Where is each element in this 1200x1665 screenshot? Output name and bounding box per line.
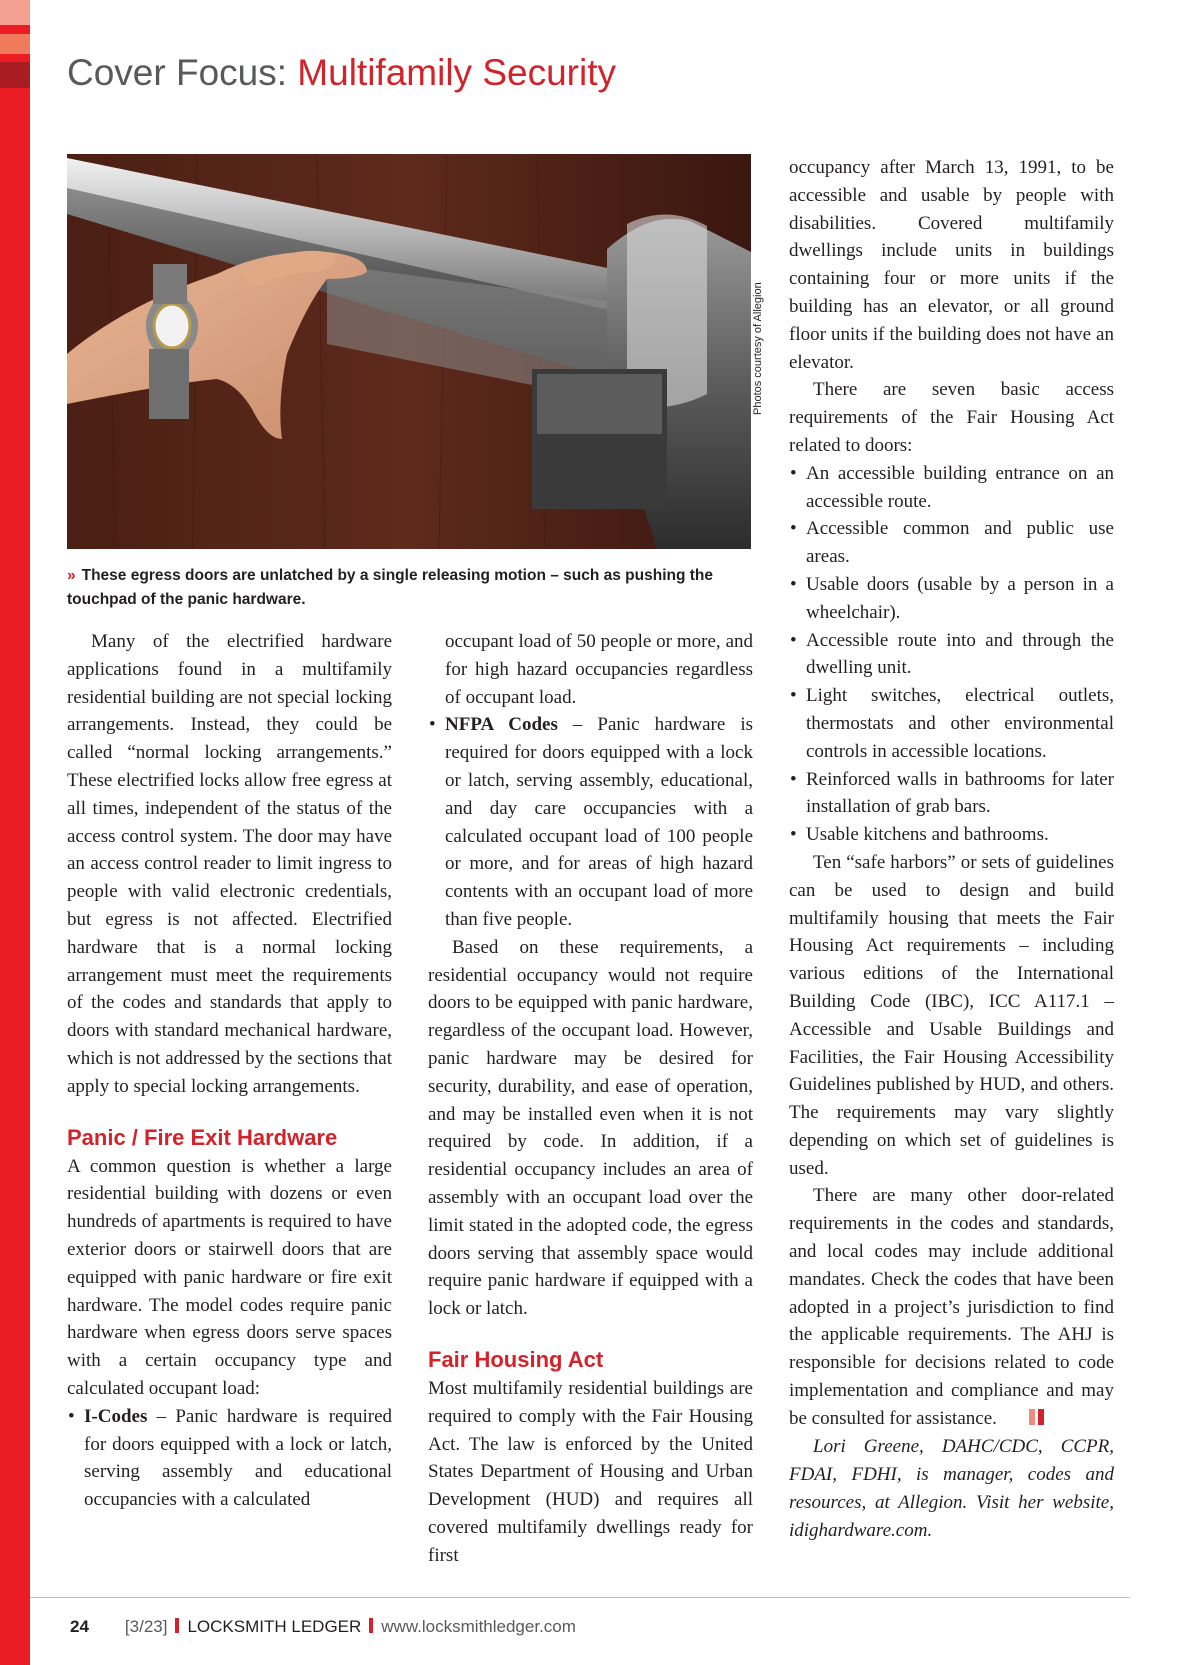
paragraph: A common question is whether a large residential building with dozens or even hundreds of apartments is required to have exterior doors or stairwell doors that are equipped with panic hardware or fire exit hardware. The model codes require panic hardware when egress doors serve spaces with a certain occupancy type and calculated occupant load: — [67, 1155, 392, 1399]
photo-caption — [67, 564, 757, 612]
photo-credit: Photos courtesy of Allegion — [752, 282, 764, 415]
chevron-right-icon: » — [67, 567, 76, 584]
column-3 — [789, 154, 1114, 1545]
paragraph-text: There are many other door-related requirements in the codes and standards, and local codes may include additional mandates. Check the codes that have been adopted in a project’s jurisdiction to find the applicable requirements. The AHJ is responsible for decisions related to code implementation and compliance and may be consulted for assistance. — [789, 1185, 1114, 1429]
section-heading: Panic / Fire Exit Hardware — [67, 1124, 338, 1150]
list-item-text: – Panic hardware is required for doors equipped with a lock or latch, serving assembly and educational occupancies with a calculated — [84, 1405, 392, 1511]
column-2 — [428, 628, 753, 1570]
accent-block — [0, 0, 30, 25]
code-list — [67, 1403, 392, 1514]
list-item — [428, 711, 753, 933]
paragraph: There are seven basic access requirements of the Fair Housing Act related to doors: — [789, 379, 1114, 456]
list-item: • Accessible route into and through the dwelling unit. — [789, 627, 1114, 683]
paragraph: occupancy after March 13, 1991, to be accessible and usable by people with disabilities. Covered multifamily dwellings include units in buildings containing four or more units if the building has an elevator, or all ground floor units if the building does not have an elevator. — [789, 157, 1114, 373]
paragraph — [789, 1182, 1114, 1433]
list-item — [67, 1403, 392, 1514]
page-footer — [70, 1617, 576, 1637]
list-item-label: NFPA Codes — [445, 714, 558, 736]
author-bio: Lori Greene, DAHC/CDC, CCPR, FDAI, FDHI, is manager, codes and resources, at Allegion. Visit her website, idighardware.com. — [789, 1436, 1114, 1541]
title-prefix: Cover Focus: — [67, 52, 298, 93]
list-item-text: occupant load of 50 people or more, and for high hazard occupancies regardless of occupant load. — [445, 631, 753, 708]
panic-bar-photo-illustration — [67, 154, 751, 549]
accent-block — [0, 62, 30, 88]
paragraph: Many of the electrified hardware applications found in a multifamily residential building are not special locking arrangements. Instead, they could be called “normal locking arrangements.” These electrified locks allow free egress at all times, independent of the status of the access control system. The door may have an access control reader to limit ingress to people with valid electronic credentials, but egress is not affected. Electrified hardware that is a normal locking arrangement must meet the requirements of the codes and standards that apply to doors with standard mechanical hardware, which is not addressed by the sections that apply to special locking arrangements. — [67, 631, 392, 1097]
column-1 — [67, 628, 392, 1514]
issue-date: [3/23] — [124, 1617, 168, 1636]
page-title — [67, 52, 616, 94]
list-item: • Usable doors (usable by a person in a wheelchair). — [789, 571, 1114, 627]
title-accent: Multifamily Security — [297, 52, 616, 93]
paragraph: Ten “safe harbors” or sets of guidelines can be used to design and build multifamily housing that meets the Fair Housing Act requirements – including various editions of the International Building Code (IBC), ICC A117.1 – Accessible and Usable Buildings and Facilities, the Fair Housing Accessibility Guidelines published by HUD, and others. The requirements may vary slightly depending on which set of guidelines is used. — [789, 851, 1114, 1179]
paragraph: Most multifamily residential buildings are required to comply with the Fair Housing Act. The law is enforced by the United States Department of Housing and Urban Development (HUD) and requires all covered multifamily dwellings ready for first — [428, 1377, 753, 1566]
hero-photo — [67, 154, 751, 549]
accent-block — [0, 34, 30, 54]
left-accent-bar — [0, 0, 30, 1665]
website-url: www.locksmithledger.com — [381, 1617, 576, 1636]
paragraph: Based on these requirements, a residential occupancy would not require doors to be equipped with panic hardware, regardless of the occupant load. However, panic hardware may be desired for security, durability, and ease of operation, and may be installed even when it is not required by code. In addition, if a residential occupancy includes an area of assembly with an occupant load over the limit stated in the adopted code, the egress doors serving that assembly space would require panic hardware if equipped with a lock or latch. — [428, 936, 753, 1320]
list-item: • Usable kitchens and bathrooms. — [789, 821, 1114, 849]
separator-icon — [369, 1618, 373, 1633]
list-item-continued — [428, 628, 753, 711]
list-item: • An accessible building entrance on an accessible route. — [789, 460, 1114, 516]
end-mark-icon — [1005, 1406, 1047, 1434]
caption-text: These egress doors are unlatched by a single releasing motion – such as pushing the touchpad of the panic hardware. — [67, 567, 713, 608]
page-number: 24 — [70, 1617, 89, 1636]
list-item: • Light switches, electrical outlets, thermostats and other environmental controls in accessible locations. — [789, 682, 1114, 765]
footer-divider — [30, 1597, 1130, 1598]
list-item-text: – Panic hardware is required for doors equipped with a lock or latch, serving assembly, educational, and day care occupancies with a calculated occupant load of 100 people or more, and for areas of high hazard contents with an occupant load of more than five people. — [445, 714, 754, 930]
magazine-name: LOCKSMITH LEDGER — [187, 1617, 362, 1636]
code-list — [428, 628, 753, 934]
list-item: • Reinforced walls in bathrooms for later installation of grab bars. — [789, 766, 1114, 822]
separator-icon — [175, 1618, 179, 1633]
list-item: • Accessible common and public use areas. — [789, 515, 1114, 571]
list-item-label: I-Codes — [84, 1405, 148, 1427]
section-heading: Fair Housing Act — [428, 1346, 604, 1372]
requirements-list — [789, 460, 1114, 849]
